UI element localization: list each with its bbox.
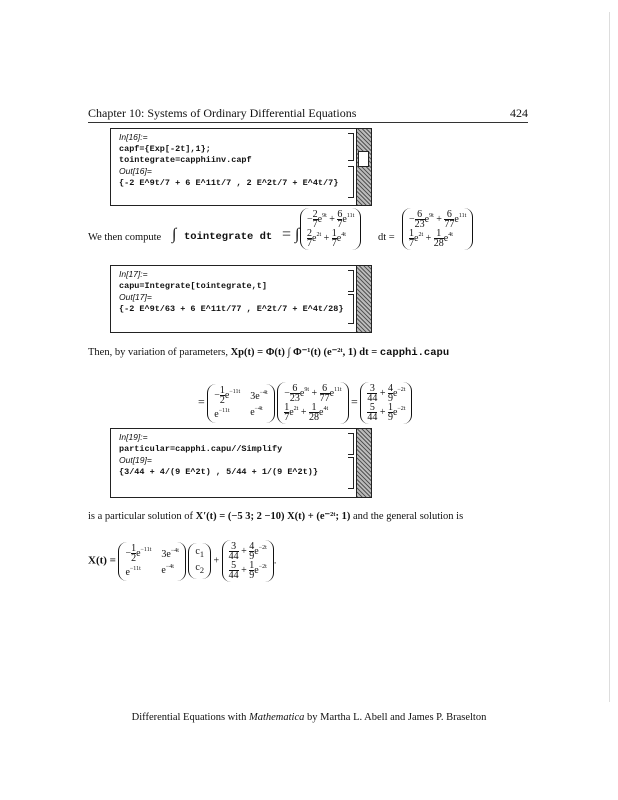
particular-formula: Xp(t) = Φ(t) ∫ Φ⁻¹(t) (e⁻²ᵗ, 1) dt = xyxy=(230,347,378,358)
input-line: particular=capphi.capu//Simplify xyxy=(119,444,283,454)
output-expression: {-2 E^9t/7 + 6 E^11t/7 , 2 E^2t/7 + E^4t/7} xyxy=(119,178,339,188)
particular-prefix: is a particular solution of xyxy=(88,511,193,522)
variation-prefix: Then, by variation of parameters, xyxy=(88,347,228,358)
scrollbar[interactable] xyxy=(356,429,371,497)
footer-book-title: Mathematica xyxy=(248,712,305,723)
input-line: capf={Exp[-2t],1}; xyxy=(119,144,211,154)
cell-bracket[interactable] xyxy=(348,457,354,489)
system-equation: X′(t) = (−5 3; 2 −10) X(t) + (e⁻²ᵗ; 1) xyxy=(195,511,351,522)
header-rule xyxy=(88,122,528,123)
variation-text xyxy=(88,346,449,359)
general-solution: X(t) = − $\frac{1}{2}$ $e^{-11t}$ $e^{-11t}$ $3e^{-4t}$ $e^{-4t}$ $c_1$ $c_2$ + $\frac{3}{44}$ + $\frac{4}{9}$ $e^{-2t}$ $\frac{5}{44}$ + $\frac{1}{9}$ $e^{-2t}$ . xyxy=(88,541,277,582)
integrand-matrix: − $\frac{2}{7}$ $e^{9t}$ + $\frac{6}{7}$ $e^{11t}$ $\frac{2}{7}$ $e^{2t}$ + $\frac{1}{7}$ $e^{4t}$ xyxy=(300,208,361,250)
notebook-cell-19[interactable] xyxy=(110,428,372,498)
particular-suffix: and the general solution is xyxy=(352,511,464,522)
product-expansion: = − $\frac{1}{2}$ $e^{-11t}$ $e^{-11t}$ $3e^{-4t}$ $e^{-4t}$ − $\frac{6}{23}$ $e^{9t}$ + $\frac{6}{77}$ $e^{11t}$ $\frac{1}{7}$ $e^{2t}$ + $\frac{1}{28}$ $e^{4t}$ = $\frac{3}{44}$ + $\frac{4}{9}$ $e^{-2t}$ $\frac{5}{44}$ + $\frac{1}{9}$ $e^{-2t}$ xyxy=(198,382,412,424)
cell-bracket[interactable] xyxy=(348,433,354,455)
compute-prefix-text: We then compute xyxy=(88,232,162,243)
notebook-cell-17[interactable] xyxy=(110,265,372,333)
input-label: In[17]:= xyxy=(119,269,148,279)
cell-bracket[interactable] xyxy=(348,166,354,198)
cell-content xyxy=(119,432,318,478)
cell-bracket[interactable] xyxy=(348,270,354,292)
output-label: Out[17]= xyxy=(119,292,152,302)
input-label: In[19]:= xyxy=(119,432,148,442)
integral-sign: = ∫ xyxy=(282,226,300,243)
chapter-title: Chapter 10: Systems of Ordinary Differential Equations xyxy=(88,106,357,120)
cell-bracket[interactable] xyxy=(348,133,354,161)
scrollbar[interactable] xyxy=(356,129,371,205)
input-line: tointegrate=capphiinv.capf xyxy=(119,155,252,165)
cell-content xyxy=(119,132,338,189)
dt-equals: dt = xyxy=(378,232,395,243)
scrollbar[interactable] xyxy=(356,266,371,332)
scroll-thumb[interactable] xyxy=(358,151,369,167)
notebook-cell-16[interactable] xyxy=(110,128,372,206)
page-footer xyxy=(0,712,618,723)
running-header xyxy=(88,106,528,121)
integral-result-matrix: − $\frac{6}{23}$ $e^{9t}$ + $\frac{6}{77}$ $e^{11t}$ $\frac{1}{7}$ $e^{2t}$ + $\frac{1}{28}$ $e^{4t}$ xyxy=(402,208,473,250)
footer-authors: by Martha L. Abell and James P. Braselton xyxy=(307,712,487,723)
output-expression: {-2 E^9t/63 + 6 E^11t/77 , E^2t/7 + E^4t/28} xyxy=(119,304,344,314)
output-label: Out[16]= xyxy=(119,166,152,176)
integral-sign: ∫ xyxy=(172,226,177,243)
cell-bracket[interactable] xyxy=(348,294,354,324)
capphi-capu-code: capphi.capu xyxy=(379,347,450,359)
page-edge-line xyxy=(609,12,610,702)
output-label: Out[19]= xyxy=(119,455,152,465)
cell-content xyxy=(119,269,343,315)
output-expression: {3/44 + 4/(9 E^2t) , 5/44 + 1/(9 E^2t)} xyxy=(119,467,318,477)
input-label: In[16]:= xyxy=(119,132,148,142)
page-number: 424 xyxy=(510,106,528,120)
particular-solution-text xyxy=(88,510,463,522)
integrand-code: tointegrate dt xyxy=(184,231,273,243)
input-line: capu=Integrate[tointegrate,t] xyxy=(119,281,267,291)
footer-prefix: Differential Equations with xyxy=(131,712,247,723)
